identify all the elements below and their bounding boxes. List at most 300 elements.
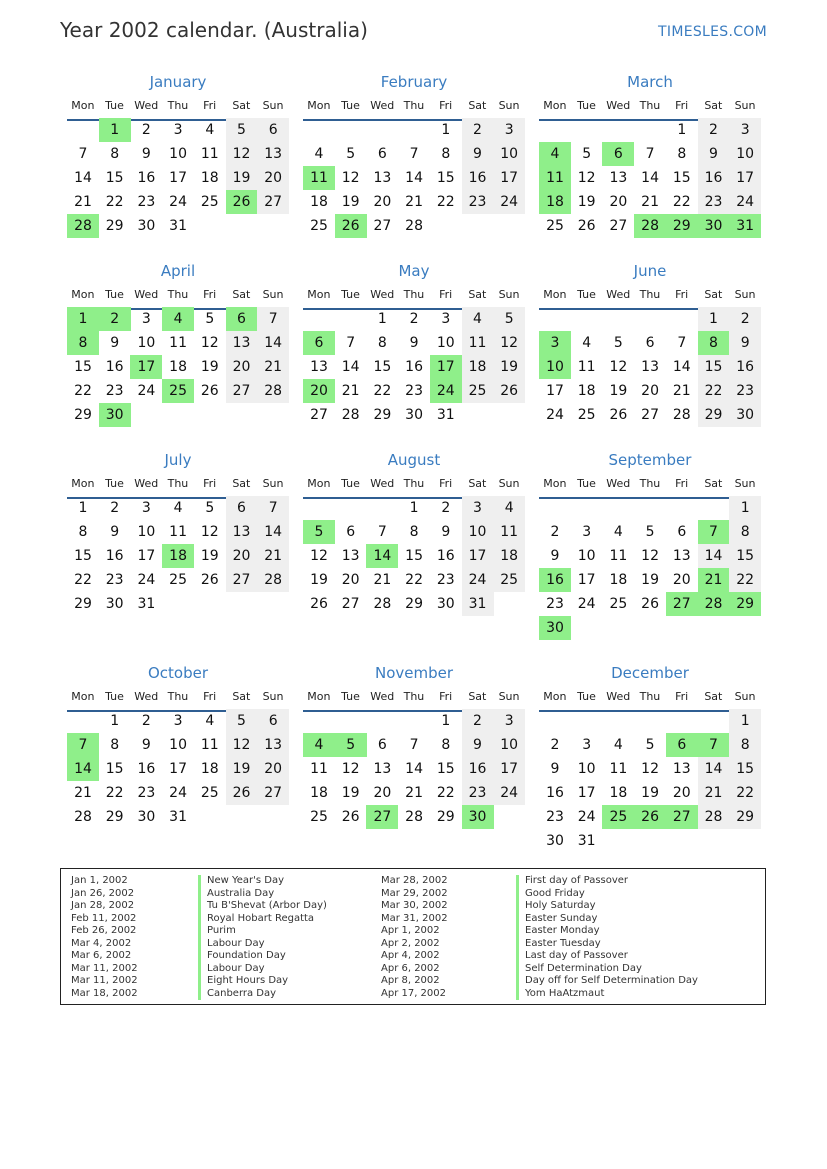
- day-cell[interactable]: 12: [341, 761, 360, 777]
- holiday-day-cell[interactable]: 10: [539, 355, 571, 379]
- day-cell[interactable]: 23: [729, 379, 761, 403]
- day-cell[interactable]: 17: [137, 548, 156, 564]
- day-cell[interactable]: 7: [78, 146, 88, 162]
- holiday-day-cell[interactable]: 28: [67, 214, 99, 238]
- holiday-day-cell[interactable]: 5: [303, 520, 335, 544]
- day-cell[interactable]: 27: [341, 596, 360, 612]
- day-cell[interactable]: 28: [341, 407, 360, 423]
- day-cell[interactable]: 13: [226, 331, 258, 355]
- day-cell[interactable]: 19: [200, 548, 219, 564]
- day-cell[interactable]: 1: [409, 500, 419, 516]
- holiday-day-cell[interactable]: 4: [162, 307, 194, 331]
- holiday-day-cell[interactable]: 27: [366, 805, 398, 829]
- holiday-day-cell[interactable]: 30: [698, 214, 730, 238]
- day-cell[interactable]: 28: [405, 218, 423, 234]
- day-cell[interactable]: 25: [200, 194, 219, 210]
- day-cell[interactable]: 10: [577, 761, 596, 777]
- day-cell[interactable]: 21: [405, 785, 423, 801]
- day-cell[interactable]: 26: [310, 596, 328, 612]
- day-cell[interactable]: 18: [169, 359, 187, 375]
- day-cell[interactable]: 22: [105, 785, 124, 801]
- day-cell[interactable]: 2: [462, 709, 494, 733]
- day-cell[interactable]: 27: [226, 379, 258, 403]
- day-cell[interactable]: 14: [698, 544, 730, 568]
- holiday-day-cell[interactable]: 18: [162, 544, 194, 568]
- day-cell[interactable]: 24: [169, 785, 187, 801]
- day-cell[interactable]: 28: [257, 379, 289, 403]
- day-cell[interactable]: 25: [577, 407, 596, 423]
- holiday-day-cell[interactable]: 7: [698, 733, 730, 757]
- day-cell[interactable]: 15: [405, 548, 423, 564]
- day-cell[interactable]: 8: [110, 146, 120, 162]
- day-cell[interactable]: 12: [200, 335, 219, 351]
- day-cell[interactable]: 24: [462, 568, 494, 592]
- holiday-day-cell[interactable]: 5: [335, 733, 367, 757]
- day-cell[interactable]: 5: [205, 311, 215, 327]
- day-cell[interactable]: 23: [436, 572, 455, 588]
- day-cell[interactable]: 14: [405, 170, 423, 186]
- day-cell[interactable]: 5: [226, 118, 258, 142]
- day-cell[interactable]: 5: [346, 146, 356, 162]
- day-cell[interactable]: 23: [105, 572, 124, 588]
- day-cell[interactable]: 31: [462, 592, 494, 616]
- day-cell[interactable]: 19: [493, 355, 525, 379]
- day-cell[interactable]: 10: [169, 146, 187, 162]
- day-cell[interactable]: 11: [200, 737, 219, 753]
- day-cell[interactable]: 24: [577, 809, 596, 825]
- day-cell[interactable]: 27: [609, 218, 628, 234]
- day-cell[interactable]: 30: [137, 218, 156, 234]
- day-cell[interactable]: 19: [226, 166, 258, 190]
- day-cell[interactable]: 3: [729, 118, 761, 142]
- day-cell[interactable]: 28: [74, 809, 92, 825]
- day-cell[interactable]: 18: [462, 355, 494, 379]
- day-cell[interactable]: 19: [200, 359, 219, 375]
- day-cell[interactable]: 29: [729, 805, 761, 829]
- holiday-day-cell[interactable]: 11: [303, 166, 335, 190]
- day-cell[interactable]: 1: [698, 307, 730, 331]
- day-cell[interactable]: 13: [257, 142, 289, 166]
- day-cell[interactable]: 21: [373, 572, 392, 588]
- day-cell[interactable]: 23: [105, 383, 124, 399]
- day-cell[interactable]: 26: [341, 809, 360, 825]
- holiday-day-cell[interactable]: 30: [539, 616, 571, 640]
- day-cell[interactable]: 28: [373, 596, 392, 612]
- day-cell[interactable]: 14: [257, 331, 289, 355]
- day-cell[interactable]: 1: [441, 122, 451, 138]
- holiday-day-cell[interactable]: 31: [729, 214, 761, 238]
- day-cell[interactable]: 9: [462, 142, 494, 166]
- day-cell[interactable]: 20: [373, 785, 392, 801]
- day-cell[interactable]: 31: [169, 809, 187, 825]
- day-cell[interactable]: 8: [78, 524, 88, 540]
- day-cell[interactable]: 24: [137, 383, 156, 399]
- day-cell[interactable]: 6: [257, 118, 289, 142]
- day-cell[interactable]: 20: [341, 572, 360, 588]
- day-cell[interactable]: 11: [609, 761, 628, 777]
- day-cell[interactable]: 31: [169, 218, 187, 234]
- day-cell[interactable]: 18: [310, 785, 328, 801]
- day-cell[interactable]: 19: [609, 383, 628, 399]
- day-cell[interactable]: 30: [405, 407, 423, 423]
- day-cell[interactable]: 3: [441, 311, 451, 327]
- day-cell[interactable]: 14: [672, 359, 691, 375]
- day-cell[interactable]: 26: [577, 218, 596, 234]
- day-cell[interactable]: 4: [314, 146, 324, 162]
- day-cell[interactable]: 2: [550, 737, 560, 753]
- holiday-day-cell[interactable]: 25: [602, 805, 634, 829]
- day-cell[interactable]: 16: [105, 359, 124, 375]
- day-cell[interactable]: 16: [698, 166, 730, 190]
- day-cell[interactable]: 8: [441, 146, 451, 162]
- day-cell[interactable]: 28: [698, 805, 730, 829]
- day-cell[interactable]: 17: [577, 785, 596, 801]
- day-cell[interactable]: 3: [493, 118, 525, 142]
- day-cell[interactable]: 8: [677, 146, 687, 162]
- day-cell[interactable]: 30: [105, 596, 124, 612]
- day-cell[interactable]: 11: [609, 548, 628, 564]
- day-cell[interactable]: 3: [173, 713, 183, 729]
- day-cell[interactable]: 13: [373, 170, 392, 186]
- day-cell[interactable]: 3: [582, 524, 592, 540]
- day-cell[interactable]: 27: [226, 568, 258, 592]
- day-cell[interactable]: 7: [409, 737, 419, 753]
- day-cell[interactable]: 9: [409, 335, 419, 351]
- day-cell[interactable]: 1: [729, 709, 761, 733]
- day-cell[interactable]: 11: [169, 524, 187, 540]
- day-cell[interactable]: 24: [729, 190, 761, 214]
- day-cell[interactable]: 11: [200, 146, 219, 162]
- day-cell[interactable]: 17: [577, 572, 596, 588]
- day-cell[interactable]: 16: [462, 757, 494, 781]
- day-cell[interactable]: 11: [493, 520, 525, 544]
- day-cell[interactable]: 1: [110, 713, 120, 729]
- holiday-day-cell[interactable]: 6: [666, 733, 698, 757]
- day-cell[interactable]: 29: [698, 403, 730, 427]
- day-cell[interactable]: 22: [698, 379, 730, 403]
- day-cell[interactable]: 7: [377, 524, 387, 540]
- holiday-day-cell[interactable]: 30: [462, 805, 494, 829]
- day-cell[interactable]: 25: [169, 572, 187, 588]
- day-cell[interactable]: 1: [729, 496, 761, 520]
- day-cell[interactable]: 21: [257, 544, 289, 568]
- day-cell[interactable]: 29: [74, 596, 92, 612]
- holiday-day-cell[interactable]: 7: [698, 520, 730, 544]
- day-cell[interactable]: 9: [550, 548, 560, 564]
- day-cell[interactable]: 5: [205, 500, 215, 516]
- day-cell[interactable]: 24: [169, 194, 187, 210]
- day-cell[interactable]: 22: [405, 572, 423, 588]
- day-cell[interactable]: 22: [74, 383, 92, 399]
- day-cell[interactable]: 12: [226, 733, 258, 757]
- holiday-day-cell[interactable]: 6: [602, 142, 634, 166]
- day-cell[interactable]: 21: [698, 781, 730, 805]
- day-cell[interactable]: 13: [257, 733, 289, 757]
- day-cell[interactable]: 6: [377, 737, 387, 753]
- day-cell[interactable]: 5: [645, 524, 655, 540]
- day-cell[interactable]: 23: [137, 194, 156, 210]
- day-cell[interactable]: 1: [441, 713, 451, 729]
- day-cell[interactable]: 6: [257, 709, 289, 733]
- day-cell[interactable]: 26: [226, 781, 258, 805]
- day-cell[interactable]: 16: [137, 170, 156, 186]
- day-cell[interactable]: 3: [493, 709, 525, 733]
- day-cell[interactable]: 12: [641, 761, 659, 777]
- day-cell[interactable]: 31: [577, 833, 596, 849]
- day-cell[interactable]: 7: [346, 335, 356, 351]
- day-cell[interactable]: 28: [672, 407, 691, 423]
- day-cell[interactable]: 7: [645, 146, 655, 162]
- day-cell[interactable]: 27: [641, 407, 659, 423]
- day-cell[interactable]: 7: [257, 496, 289, 520]
- holiday-day-cell[interactable]: 14: [67, 757, 99, 781]
- day-cell[interactable]: 20: [672, 572, 691, 588]
- day-cell[interactable]: 22: [105, 194, 124, 210]
- day-cell[interactable]: 4: [173, 500, 183, 516]
- day-cell[interactable]: 14: [257, 520, 289, 544]
- day-cell[interactable]: 7: [409, 146, 419, 162]
- holiday-day-cell[interactable]: 1: [99, 118, 131, 142]
- day-cell[interactable]: 2: [110, 500, 120, 516]
- day-cell[interactable]: 23: [462, 781, 494, 805]
- day-cell[interactable]: 20: [373, 194, 392, 210]
- day-cell[interactable]: 17: [493, 166, 525, 190]
- day-cell[interactable]: 15: [672, 170, 691, 186]
- day-cell[interactable]: 21: [257, 355, 289, 379]
- day-cell[interactable]: 20: [257, 757, 289, 781]
- day-cell[interactable]: 15: [373, 359, 392, 375]
- day-cell[interactable]: 9: [141, 737, 151, 753]
- day-cell[interactable]: 6: [346, 524, 356, 540]
- day-cell[interactable]: 7: [257, 307, 289, 331]
- day-cell[interactable]: 2: [141, 713, 151, 729]
- day-cell[interactable]: 16: [462, 166, 494, 190]
- day-cell[interactable]: 10: [493, 733, 525, 757]
- day-cell[interactable]: 11: [169, 335, 187, 351]
- day-cell[interactable]: 6: [377, 146, 387, 162]
- day-cell[interactable]: 18: [609, 785, 628, 801]
- day-cell[interactable]: 8: [441, 737, 451, 753]
- day-cell[interactable]: 29: [436, 809, 455, 825]
- day-cell[interactable]: 5: [226, 709, 258, 733]
- day-cell[interactable]: 10: [137, 335, 156, 351]
- day-cell[interactable]: 27: [257, 781, 289, 805]
- day-cell[interactable]: 8: [409, 524, 419, 540]
- day-cell[interactable]: 13: [672, 548, 691, 564]
- day-cell[interactable]: 3: [141, 311, 151, 327]
- day-cell[interactable]: 15: [436, 761, 455, 777]
- day-cell[interactable]: 4: [462, 307, 494, 331]
- day-cell[interactable]: 21: [74, 785, 92, 801]
- day-cell[interactable]: 15: [698, 355, 730, 379]
- day-cell[interactable]: 2: [550, 524, 560, 540]
- day-cell[interactable]: 18: [200, 170, 219, 186]
- day-cell[interactable]: 10: [436, 335, 455, 351]
- day-cell[interactable]: 12: [226, 142, 258, 166]
- holiday-day-cell[interactable]: 4: [539, 142, 571, 166]
- holiday-day-cell[interactable]: 26: [634, 805, 666, 829]
- holiday-day-cell[interactable]: 4: [303, 733, 335, 757]
- day-cell[interactable]: 12: [609, 359, 628, 375]
- day-cell[interactable]: 4: [205, 713, 215, 729]
- day-cell[interactable]: 3: [462, 496, 494, 520]
- day-cell[interactable]: 19: [577, 194, 596, 210]
- holiday-day-cell[interactable]: 6: [226, 307, 258, 331]
- day-cell[interactable]: 25: [462, 379, 494, 403]
- day-cell[interactable]: 31: [436, 407, 455, 423]
- day-cell[interactable]: 4: [613, 737, 623, 753]
- day-cell[interactable]: 30: [729, 403, 761, 427]
- day-cell[interactable]: 21: [641, 194, 659, 210]
- day-cell[interactable]: 11: [462, 331, 494, 355]
- day-cell[interactable]: 16: [546, 785, 564, 801]
- day-cell[interactable]: 3: [173, 122, 183, 138]
- day-cell[interactable]: 6: [226, 496, 258, 520]
- day-cell[interactable]: 17: [169, 761, 187, 777]
- day-cell[interactable]: 25: [546, 218, 564, 234]
- day-cell[interactable]: 25: [310, 218, 328, 234]
- day-cell[interactable]: 21: [74, 194, 92, 210]
- day-cell[interactable]: 17: [546, 383, 564, 399]
- day-cell[interactable]: 26: [493, 379, 525, 403]
- day-cell[interactable]: 19: [341, 785, 360, 801]
- holiday-day-cell[interactable]: 6: [303, 331, 335, 355]
- holiday-day-cell[interactable]: 29: [666, 214, 698, 238]
- day-cell[interactable]: 29: [105, 218, 124, 234]
- day-cell[interactable]: 15: [105, 170, 124, 186]
- day-cell[interactable]: 23: [462, 190, 494, 214]
- holiday-day-cell[interactable]: 21: [698, 568, 730, 592]
- day-cell[interactable]: 23: [405, 383, 423, 399]
- day-cell[interactable]: 5: [493, 307, 525, 331]
- day-cell[interactable]: 27: [310, 407, 328, 423]
- day-cell[interactable]: 22: [74, 572, 92, 588]
- day-cell[interactable]: 18: [493, 544, 525, 568]
- day-cell[interactable]: 14: [405, 761, 423, 777]
- holiday-day-cell[interactable]: 27: [666, 592, 698, 616]
- day-cell[interactable]: 22: [729, 568, 761, 592]
- day-cell[interactable]: 2: [698, 118, 730, 142]
- day-cell[interactable]: 20: [226, 355, 258, 379]
- day-cell[interactable]: 14: [74, 170, 92, 186]
- day-cell[interactable]: 8: [110, 737, 120, 753]
- day-cell[interactable]: 16: [105, 548, 124, 564]
- day-cell[interactable]: 1: [377, 311, 387, 327]
- day-cell[interactable]: 30: [436, 596, 455, 612]
- holiday-day-cell[interactable]: 28: [698, 592, 730, 616]
- day-cell[interactable]: 2: [441, 500, 451, 516]
- day-cell[interactable]: 30: [137, 809, 156, 825]
- day-cell[interactable]: 25: [310, 809, 328, 825]
- holiday-day-cell[interactable]: 25: [162, 379, 194, 403]
- day-cell[interactable]: 10: [462, 520, 494, 544]
- day-cell[interactable]: 29: [373, 407, 392, 423]
- day-cell[interactable]: 4: [582, 335, 592, 351]
- day-cell[interactable]: 12: [493, 331, 525, 355]
- day-cell[interactable]: 25: [609, 596, 628, 612]
- day-cell[interactable]: 21: [672, 383, 691, 399]
- day-cell[interactable]: 6: [645, 335, 655, 351]
- day-cell[interactable]: 17: [729, 166, 761, 190]
- day-cell[interactable]: 24: [493, 781, 525, 805]
- day-cell[interactable]: 26: [200, 572, 219, 588]
- day-cell[interactable]: 2: [141, 122, 151, 138]
- day-cell[interactable]: 15: [74, 548, 92, 564]
- day-cell[interactable]: 12: [641, 548, 659, 564]
- day-cell[interactable]: 9: [441, 524, 451, 540]
- day-cell[interactable]: 12: [200, 524, 219, 540]
- day-cell[interactable]: 19: [641, 572, 659, 588]
- day-cell[interactable]: 29: [74, 407, 92, 423]
- day-cell[interactable]: 31: [137, 596, 156, 612]
- day-cell[interactable]: 3: [141, 500, 151, 516]
- day-cell[interactable]: 22: [373, 383, 392, 399]
- day-cell[interactable]: 16: [436, 548, 455, 564]
- day-cell[interactable]: 15: [729, 544, 761, 568]
- day-cell[interactable]: 15: [74, 359, 92, 375]
- day-cell[interactable]: 2: [409, 311, 419, 327]
- day-cell[interactable]: 9: [141, 146, 151, 162]
- day-cell[interactable]: 21: [341, 383, 360, 399]
- day-cell[interactable]: 26: [609, 407, 628, 423]
- day-cell[interactable]: 13: [672, 761, 691, 777]
- day-cell[interactable]: 9: [550, 761, 560, 777]
- day-cell[interactable]: 10: [493, 142, 525, 166]
- day-cell[interactable]: 20: [609, 194, 628, 210]
- day-cell[interactable]: 26: [200, 383, 219, 399]
- day-cell[interactable]: 13: [310, 359, 328, 375]
- holiday-day-cell[interactable]: 11: [539, 166, 571, 190]
- day-cell[interactable]: 20: [672, 785, 691, 801]
- day-cell[interactable]: 13: [609, 170, 628, 186]
- day-cell[interactable]: 5: [645, 737, 655, 753]
- holiday-day-cell[interactable]: 14: [366, 544, 398, 568]
- day-cell[interactable]: 11: [310, 761, 328, 777]
- holiday-day-cell[interactable]: 8: [698, 331, 730, 355]
- holiday-day-cell[interactable]: 26: [335, 214, 367, 238]
- day-cell[interactable]: 22: [672, 194, 691, 210]
- day-cell[interactable]: 23: [137, 785, 156, 801]
- day-cell[interactable]: 19: [341, 194, 360, 210]
- day-cell[interactable]: 13: [341, 548, 360, 564]
- day-cell[interactable]: 12: [310, 548, 328, 564]
- day-cell[interactable]: 15: [729, 757, 761, 781]
- day-cell[interactable]: 4: [205, 122, 215, 138]
- holiday-day-cell[interactable]: 16: [539, 568, 571, 592]
- day-cell[interactable]: 16: [405, 359, 423, 375]
- day-cell[interactable]: 6: [677, 524, 687, 540]
- day-cell[interactable]: 28: [405, 809, 423, 825]
- day-cell[interactable]: 17: [493, 757, 525, 781]
- day-cell[interactable]: 10: [577, 548, 596, 564]
- day-cell[interactable]: 23: [546, 596, 564, 612]
- holiday-day-cell[interactable]: 8: [67, 331, 99, 355]
- day-cell[interactable]: 16: [137, 761, 156, 777]
- day-cell[interactable]: 25: [200, 785, 219, 801]
- day-cell[interactable]: 13: [641, 359, 659, 375]
- day-cell[interactable]: 9: [110, 524, 120, 540]
- holiday-day-cell[interactable]: 7: [67, 733, 99, 757]
- day-cell[interactable]: 5: [613, 335, 623, 351]
- day-cell[interactable]: 25: [493, 568, 525, 592]
- day-cell[interactable]: 4: [613, 524, 623, 540]
- holiday-day-cell[interactable]: 29: [729, 592, 761, 616]
- day-cell[interactable]: 10: [729, 142, 761, 166]
- day-cell[interactable]: 12: [577, 170, 596, 186]
- day-cell[interactable]: 3: [582, 737, 592, 753]
- day-cell[interactable]: 28: [257, 568, 289, 592]
- holiday-day-cell[interactable]: 27: [666, 805, 698, 829]
